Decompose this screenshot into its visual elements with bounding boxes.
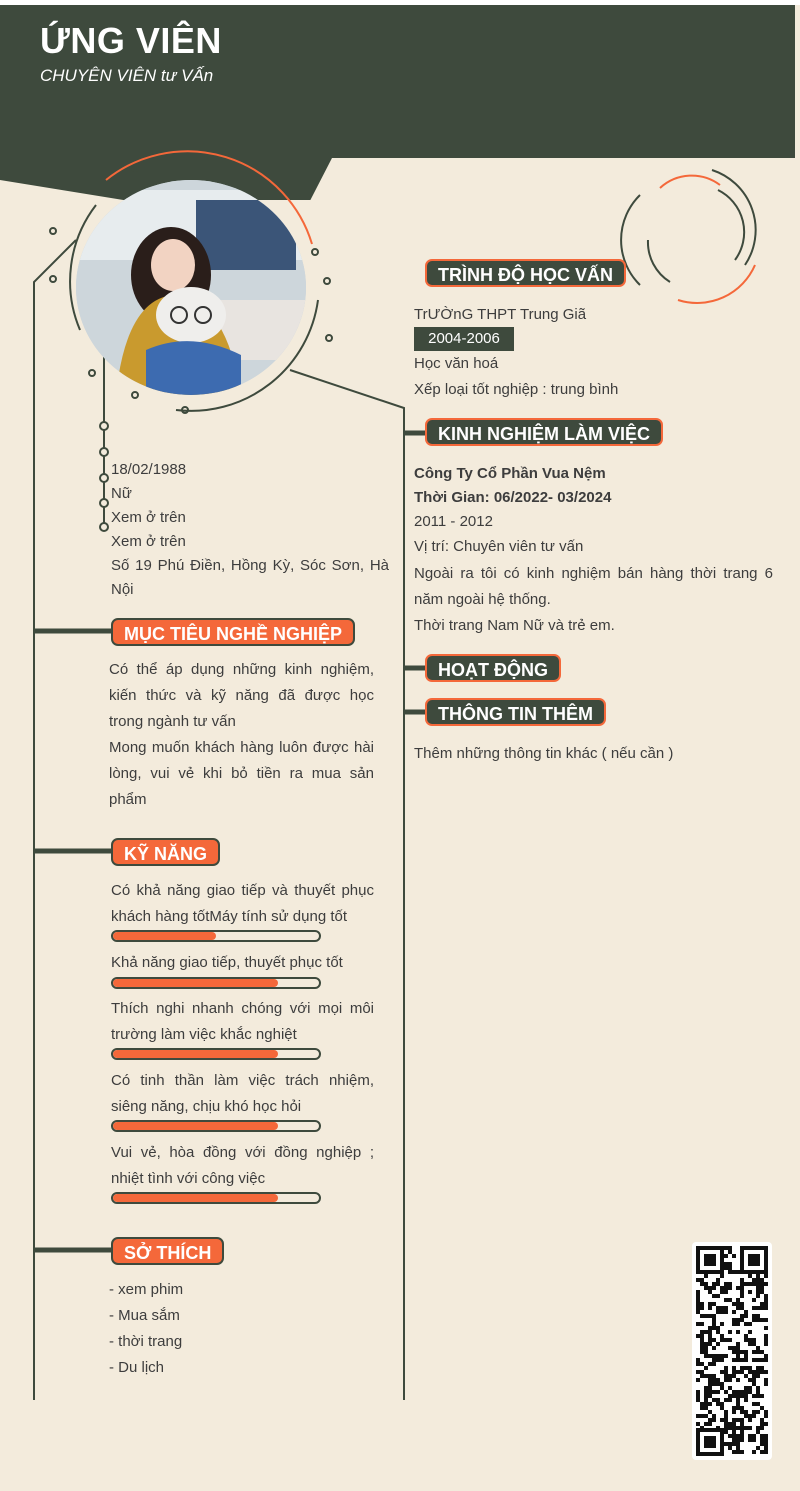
hobbies-title: SỞ THÍCH (111, 1237, 224, 1265)
work-years: 2011 - 2012 (414, 513, 493, 530)
hobby-item: - Mua sắm (109, 1307, 180, 1324)
education-major: Học văn hoá (414, 355, 499, 372)
gender: Nữ (111, 485, 132, 502)
birthdate: 18/02/1988 (111, 461, 187, 478)
skill-label: Có tinh thần làm việc trách nhiệm, siêng năng, chịu khó học hỏi (111, 1072, 374, 1115)
objective-paragraph: Có thể áp dụng những kinh nghiệm, kiến thức và kỹ năng đã được học trong ngành tư vấn (109, 661, 374, 730)
skill-label: Thích nghi nhanh chóng với mọi môi trường làm việc khắc nghiệt (111, 1000, 374, 1043)
company-name: Công Ty Cổ Phần Vua Nệm (414, 465, 606, 482)
skill-bar (111, 1192, 321, 1204)
profile-photo (76, 180, 306, 395)
skill-bar-fill (113, 932, 216, 940)
education-grade: Xếp loại tốt nghiệp : trung bình (414, 381, 619, 398)
skill-bar-fill (113, 979, 278, 987)
additional-text: Thêm những thông tin khác ( nếu cần ) (414, 745, 674, 762)
skill-label: Khả năng giao tiếp, thuyết phục tốt (111, 954, 343, 971)
additional-title: THÔNG TIN THÊM (425, 698, 606, 726)
education-years: 2004-2006 (414, 327, 514, 351)
work-description: Ngoài ra tôi có kinh nghiệm bán hàng thời trang 6 năm ngoài hệ thống. (414, 565, 773, 608)
objective-title: MỤC TIÊU NGHỀ NGHIỆP (111, 618, 355, 646)
skill-bar-fill (113, 1050, 278, 1058)
hobby-item: - xem phim (109, 1281, 184, 1298)
email: Xem ở trên (111, 533, 186, 550)
objective-paragraph: Mong muốn khách hàng luôn được hài lòng, vui vẻ khi bỏ tiền ra mua sản phẩm (109, 739, 374, 808)
qr-code (692, 1242, 772, 1460)
job-title: CHUYÊN VIÊN tư VẤn (40, 66, 214, 85)
hobby-item: - Du lịch (109, 1359, 165, 1376)
phone: Xem ở trên (111, 509, 186, 526)
skill-bar (111, 977, 321, 989)
skill-label: Vui vẻ, hòa đồng với đồng nghiệp ; nhiệt tình với công việc (111, 1144, 374, 1187)
skills-title: KỸ NĂNG (111, 838, 220, 866)
activities-title: HOẠT ĐỘNG (425, 654, 561, 682)
work-period: Thời Gian: 06/2022- 03/2024 (414, 489, 612, 506)
school-name: TrƯỜnG THPT Trung Giã (414, 306, 587, 323)
experience-title: KINH NGHIỆM LÀM VIỆC (425, 418, 663, 446)
skill-bar (111, 930, 321, 942)
skill-bar-fill (113, 1122, 278, 1130)
education-title: TRÌNH ĐỘ HỌC VẤN (425, 259, 626, 287)
skill-bar (111, 1048, 321, 1060)
work-position: Vị trí: Chuyên viên tư vấn (414, 538, 584, 555)
hobby-item: - thời trang (109, 1333, 183, 1350)
work-note: Thời trang Nam Nữ và trẻ em. (414, 617, 615, 634)
candidate-name: ỨNG VIÊN (40, 20, 222, 61)
address: Số 19 Phú Điền, Hồng Kỳ, Sóc Sơn, Hà Nội (111, 557, 389, 598)
skill-label: Có khả năng giao tiếp và thuyết phục khách hàng tốtMáy tính sử dụng tốt (111, 882, 374, 925)
skill-bar (111, 1120, 321, 1132)
skill-bar-fill (113, 1194, 278, 1202)
